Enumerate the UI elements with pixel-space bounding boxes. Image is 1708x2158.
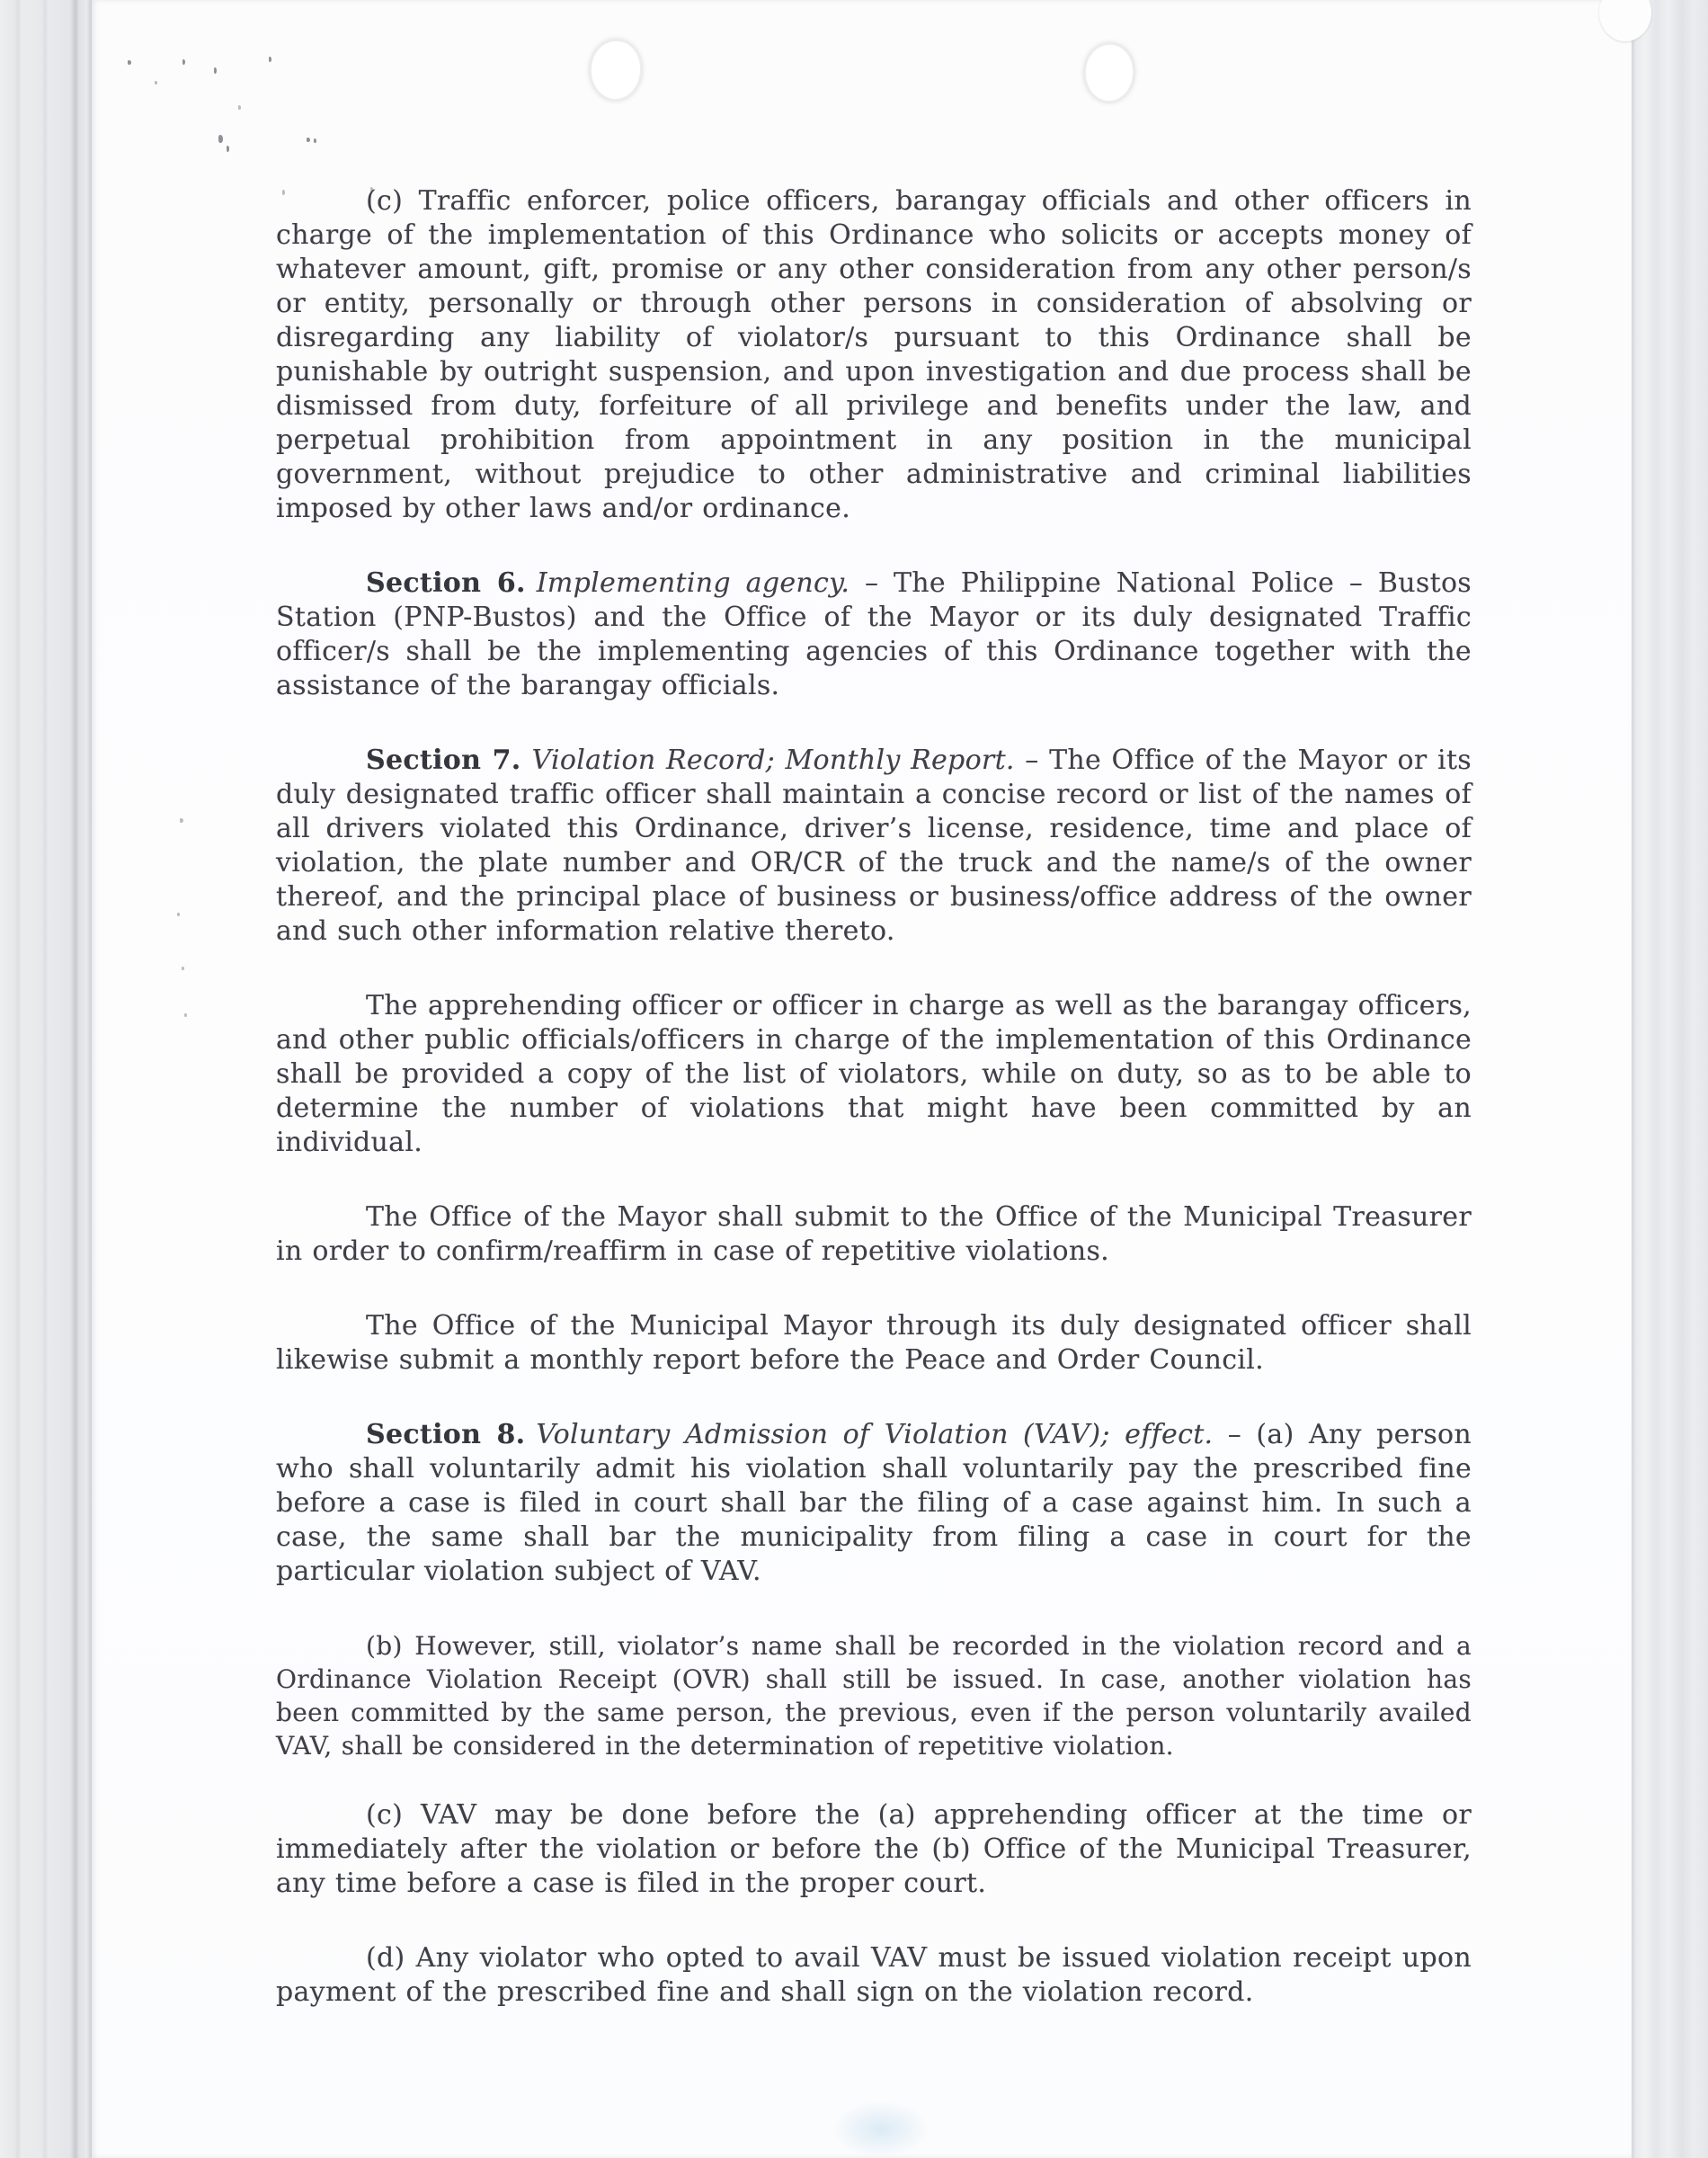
text-run: Section 8. [366, 1419, 526, 1450]
text-run: Violation Record; Monthly Report. [531, 745, 1015, 776]
text-run: – The Office of the Mayor or its duly designated traffic officer shall maintain a concise record or list of the names of all drivers violated this Ordinance, driver’s license, residence, time and place of violation, the plate number and OR/CR of the truck and the name/s of the owner thereof, and the principal place of business or business/office address of the owner and such other information relative thereto. [276, 745, 1472, 947]
paragraph [276, 184, 1472, 526]
text-run: The Office of the Mayor shall submit to the Office of the Municipal Treasurer in order to confirm/reaffirm in case of repetitive violations. [276, 1201, 1472, 1267]
ink-speck [238, 105, 241, 110]
paragraph [276, 1418, 1472, 1589]
paragraph [276, 1798, 1472, 1901]
ink-speck [177, 913, 180, 916]
text-run: – (a) Any person who shall voluntarily admit his violation shall voluntarily pay the prescribed fine before a case is filed in court shall bar the filing of a case against him. In such a case, the same shall bar the municipality from filing a case in court for the particular violation subject of VAV. [276, 1419, 1472, 1587]
paragraph [276, 1941, 1472, 2010]
text-run: Section 6. [366, 567, 526, 599]
text-run: The apprehending officer or officer in charge as well as the barangay officers, and other public officials/officers in charge of the implementation of this Ordinance shall be provided a copy of the list of violators, while on duty, so as to be able to determine the number of violations that might have been committed by an individual. [276, 990, 1472, 1158]
text-run: – The Philippine National Police – Bustos Station (PNP-Bustos) and the Office of the Mayor or its duly designated Traffic officer/s shall be the implementing agencies of this Ordinance together with the assistance of the barangay officials. [276, 567, 1472, 701]
ink-speck [184, 1013, 187, 1017]
paragraph [276, 1200, 1472, 1269]
blue-smudge [832, 2100, 930, 2158]
punch-hole-right [1086, 45, 1133, 101]
paragraph [276, 744, 1472, 949]
paragraph [276, 989, 1472, 1160]
ink-speck [269, 57, 271, 62]
text-run: (d) Any violator who opted to avail VAV must be issued violation receipt upon payment of the prescribed fine and shall sign on the violation record. [276, 1942, 1472, 2008]
ink-speck [227, 146, 229, 152]
scanner-edge-left [0, 0, 92, 2158]
paragraph [276, 566, 1472, 703]
text-run: Section 7. [366, 745, 521, 776]
text-run: The Office of the Municipal Mayor through its duly designated officer shall likewise submit a monthly report before the Peace and Order Council. [276, 1310, 1472, 1376]
punch-hole-left [592, 41, 640, 99]
ink-speck [155, 81, 157, 85]
text-run: (c) Traffic enforcer, police officers, barangay officials and other officers in charge of the implementation of this Ordinance who solicits or accepts money of whatever amount, gift, promise or any other consideration from any other person/s or entity, personally or through other persons in consideration of absolving or disregarding any liability of violator/s pursuant to this Ordinance shall be punishable by outright suspension, and upon investigation and due process shall be dismissed from duty, forfeiture of all privilege and benefits under the law, and perpetual prohibition from appointment in any position in the municipal government, without prejudice to other administrative and criminal liabilities imposed by other laws and/or ordinance. [276, 185, 1472, 524]
ink-speck [314, 138, 316, 143]
ink-speck [182, 967, 184, 970]
paragraph [276, 1309, 1472, 1378]
text-run: (b) However, still, violator’s name shall be recorded in the violation record and a Ordinance Violation Receipt (OVR) shall still be issued. In case, another violation has been committed by the same person, the previous, even if the person voluntarily availed VAV, shall be considered in the determination of repetitive violation. [276, 1631, 1472, 1761]
scanner-edge-right [1632, 0, 1708, 2158]
paragraph [276, 1629, 1472, 1762]
ink-speck [307, 138, 310, 142]
ink-speck [214, 67, 217, 74]
ink-speck [182, 59, 185, 65]
document-text [276, 184, 1472, 2050]
ink-speck [128, 60, 131, 65]
text-run: Voluntary Admission of Violation (VAV); effect. [536, 1419, 1214, 1450]
text-run: Implementing agency. [536, 567, 850, 599]
ink-speck [218, 135, 223, 143]
text-run: (c) VAV may be done before the (a) apprehending officer at the time or immediately after the violation or before the (b) Office of the Municipal Treasurer, any time before a case is filed in the proper court. [276, 1799, 1472, 1899]
ink-speck [180, 818, 183, 823]
